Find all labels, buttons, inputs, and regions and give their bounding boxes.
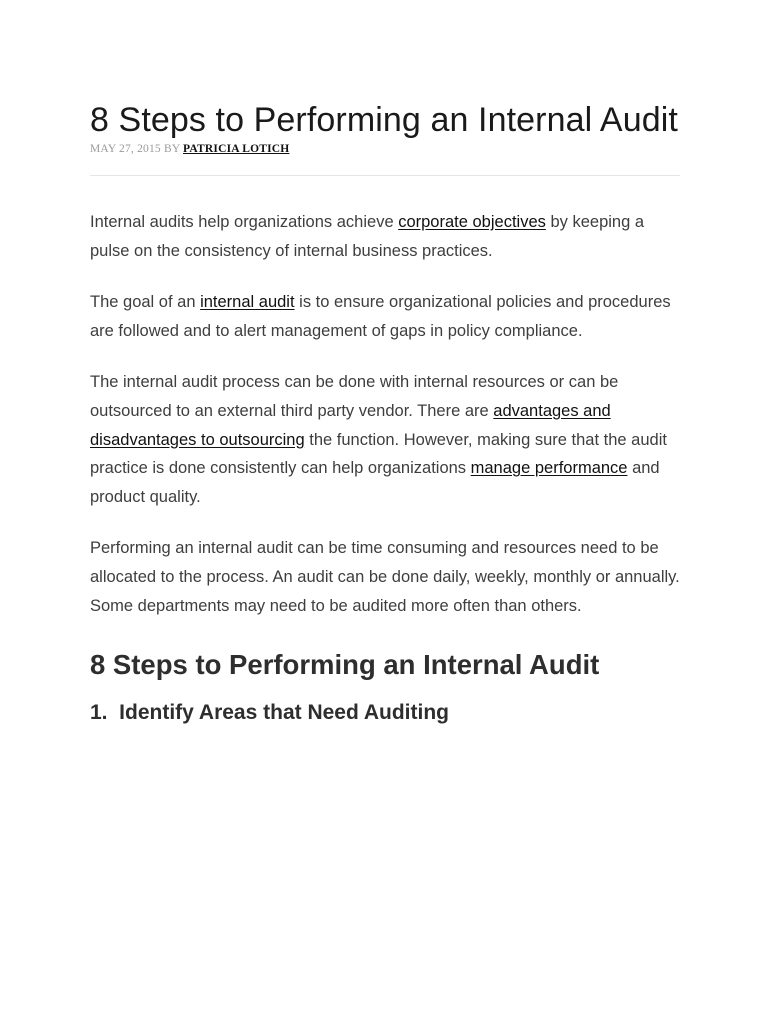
link-outsourcing[interactable]: advantages and disadvantages to outsourcing: [90, 401, 611, 449]
link-corporate-objectives[interactable]: corporate objectives: [398, 213, 546, 231]
paragraph-3: [90, 368, 680, 511]
page-title: 8 Steps to Performing an Internal Audit: [90, 101, 678, 139]
article: [90, 98, 680, 727]
paragraph-text: The goal of an: [90, 293, 201, 312]
header-divider: [90, 175, 680, 176]
paragraph-text: The internal audit process can be done with internal resources or can be outsourced to an external third party vendor. There are: [90, 373, 619, 420]
paragraph-text: and product quality.: [90, 459, 660, 506]
post-by: BY: [163, 143, 180, 155]
link-manage-performance[interactable]: manage performance: [470, 459, 628, 478]
paragraph-text: is to ensure organizational policies and procedures are followed and to alert management of gaps in policy compliance.: [90, 293, 671, 340]
paragraph-text: the function. However, making sure that the audit practice is done consistently can help organizations: [90, 430, 667, 478]
section-heading: 8 Steps to Performing an Internal Audit: [90, 649, 600, 681]
post-date: MAY 27, 2015: [90, 143, 161, 155]
post-meta: [90, 142, 680, 156]
paragraph-4: [90, 534, 680, 620]
paragraph-text: Performing an internal audit can be time consuming and resources need to be allocated to the process. An audit can be done daily, weekly, monthly or annually. Some departments may need to be audited more often than others.: [90, 539, 680, 615]
article-body: [90, 208, 680, 727]
paragraph-1: [90, 208, 680, 265]
paragraph-text: Internal audits help organizations achieve: [90, 213, 399, 231]
paragraph-text: by keeping a pulse on the consistency of internal business practices.: [90, 213, 645, 260]
step-heading: 1. Identify Areas that Need Auditing: [90, 701, 449, 725]
link-internal-audit[interactable]: internal audit: [200, 293, 295, 312]
author-link[interactable]: PATRICIA LOTICH: [183, 143, 290, 155]
paragraph-2: [90, 288, 680, 345]
